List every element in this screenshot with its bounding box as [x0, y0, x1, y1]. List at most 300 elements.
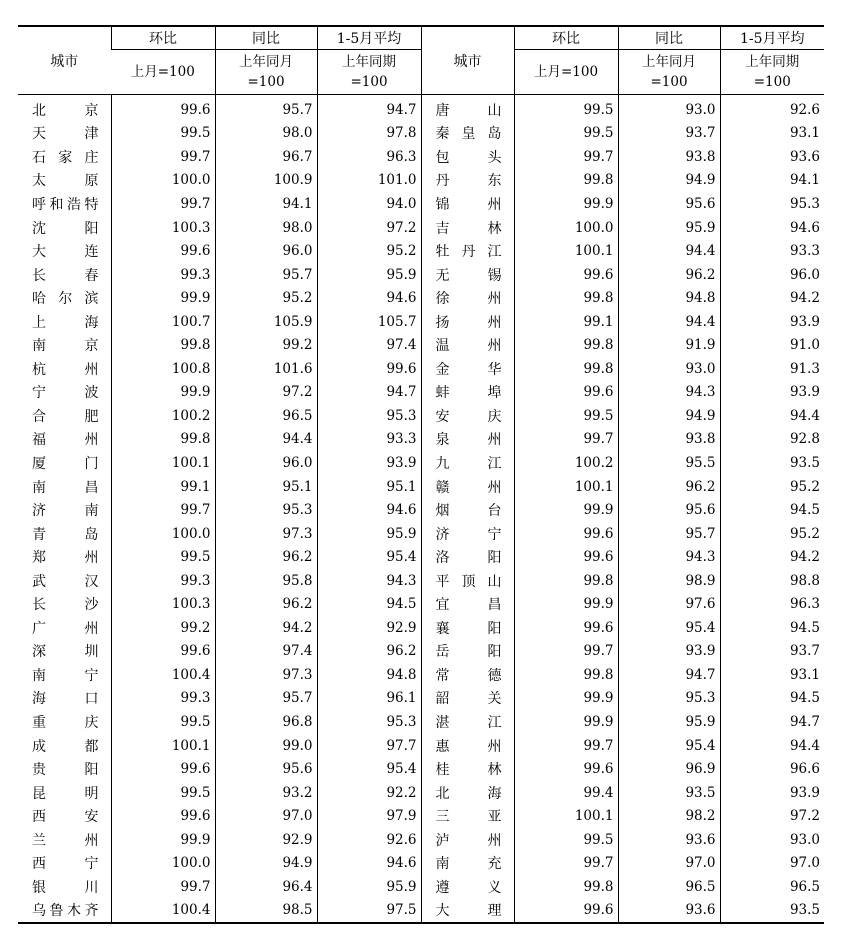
tb-value-cell-right: 96.2 [618, 263, 720, 287]
city-name-cell-right: 泉 州 [421, 428, 514, 452]
avg-value-cell-left: 94.6 [317, 498, 421, 522]
table-row [18, 687, 824, 711]
avg-value-cell-right: 94.5 [720, 687, 824, 711]
avg-value-cell-left: 95.3 [317, 404, 421, 428]
city-name-cell-left: 西 宁 [32, 856, 99, 873]
hb-value-cell-left: 99.3 [111, 687, 215, 711]
city-name-cell-right: 金 华 [421, 357, 514, 381]
city-name-cell-left: 乌鲁木齐 [32, 903, 99, 920]
city-name-cell-left: 南 宁 [32, 667, 99, 684]
table-row [18, 169, 824, 193]
hb-value-cell-left: 99.6 [111, 95, 215, 122]
hb-value-cell-right: 99.9 [514, 498, 618, 522]
city-name-cell-right: 徐 州 [421, 286, 514, 310]
hb-value-cell-right: 100.2 [514, 451, 618, 475]
city-name-cell-right: 温 州 [421, 333, 514, 357]
table-row [18, 569, 824, 593]
hb-value-cell-right: 99.6 [514, 381, 618, 405]
city-name-cell-right: 遵 义 [421, 875, 514, 899]
tb-value-cell-left: 96.2 [215, 592, 317, 616]
table-row [18, 804, 824, 828]
hb-value-cell-right: 100.1 [514, 239, 618, 263]
tb-value-cell-left: 97.3 [215, 522, 317, 546]
hb-value-cell-right: 100.0 [514, 216, 618, 240]
hb-value-cell-left: 100.4 [111, 899, 215, 924]
table-row [18, 757, 824, 781]
avg-value-cell-left: 96.3 [317, 145, 421, 169]
header-hb-base-left: 上月=100 [111, 50, 215, 95]
tb-value-cell-left: 95.3 [215, 498, 317, 522]
tb-value-cell-right: 93.8 [618, 145, 720, 169]
avg-value-cell-right: 94.5 [720, 616, 824, 640]
city-name-cell-left: 北 京 [32, 102, 99, 119]
tb-value-cell-left: 95.6 [215, 757, 317, 781]
hb-value-cell-right: 99.9 [514, 710, 618, 734]
tb-value-cell-left: 96.4 [215, 875, 317, 899]
table-row [18, 828, 824, 852]
tb-value-cell-left: 99.2 [215, 333, 317, 357]
avg-value-cell-left: 97.8 [317, 122, 421, 146]
hb-value-cell-left: 99.3 [111, 263, 215, 287]
hb-value-cell-left: 99.5 [111, 781, 215, 805]
table-row [18, 192, 824, 216]
city-name-cell-left: 杭 州 [32, 361, 99, 378]
table-row [18, 404, 824, 428]
table-row [18, 592, 824, 616]
city-name-cell-right: 赣 州 [421, 475, 514, 499]
city-name-cell-left: 昆 明 [32, 785, 99, 802]
header-avg-base-left: 上年同期 =100 [317, 50, 421, 95]
avg-value-cell-left: 96.1 [317, 687, 421, 711]
hb-value-cell-right: 99.8 [514, 333, 618, 357]
tb-value-cell-right: 95.3 [618, 687, 720, 711]
avg-value-cell-right: 95.3 [720, 192, 824, 216]
avg-value-cell-right: 93.9 [720, 781, 824, 805]
tb-value-cell-left: 95.8 [215, 569, 317, 593]
tb-value-cell-left: 95.7 [215, 95, 317, 122]
hb-value-cell-left: 99.1 [111, 475, 215, 499]
tb-value-cell-right: 95.9 [618, 216, 720, 240]
avg-value-cell-left: 105.7 [317, 310, 421, 334]
tb-value-cell-left: 95.7 [215, 263, 317, 287]
avg-value-cell-left: 94.6 [317, 852, 421, 876]
hb-value-cell-right: 99.7 [514, 640, 618, 664]
tb-value-cell-left: 97.2 [215, 381, 317, 405]
table-row [18, 263, 824, 287]
table-row [18, 498, 824, 522]
tb-value-cell-right: 98.9 [618, 569, 720, 593]
hb-value-cell-left: 99.9 [111, 381, 215, 405]
city-name-cell-right: 泸 州 [421, 828, 514, 852]
header-city-right: 城市 [421, 26, 514, 95]
city-name-cell-right: 惠 州 [421, 734, 514, 758]
avg-value-cell-left: 95.1 [317, 475, 421, 499]
hb-value-cell-left: 99.6 [111, 239, 215, 263]
city-name-cell-left: 深 圳 [32, 644, 99, 661]
tb-value-cell-right: 94.3 [618, 381, 720, 405]
avg-value-cell-left: 92.6 [317, 828, 421, 852]
tb-value-cell-right: 93.0 [618, 95, 720, 122]
hb-value-cell-right: 99.6 [514, 899, 618, 924]
hb-value-cell-right: 99.8 [514, 169, 618, 193]
avg-value-cell-left: 97.7 [317, 734, 421, 758]
city-name-cell-right: 平 顶 山 [421, 569, 514, 593]
avg-value-cell-left: 94.7 [317, 381, 421, 405]
city-name-cell-right: 唐 山 [421, 95, 514, 122]
tb-value-cell-right: 93.6 [618, 828, 720, 852]
city-name-cell-left: 厦 门 [32, 455, 99, 472]
hb-value-cell-right: 99.6 [514, 757, 618, 781]
avg-value-cell-left: 92.9 [317, 616, 421, 640]
avg-value-cell-left: 101.0 [317, 169, 421, 193]
avg-value-cell-right: 95.2 [720, 522, 824, 546]
avg-value-cell-left: 94.8 [317, 663, 421, 687]
hb-value-cell-right: 99.6 [514, 522, 618, 546]
tb-value-cell-right: 93.0 [618, 357, 720, 381]
hb-value-cell-left: 100.0 [111, 169, 215, 193]
avg-value-cell-left: 94.0 [317, 192, 421, 216]
city-name-cell-left: 济 南 [32, 503, 99, 520]
tb-value-cell-right: 95.7 [618, 522, 720, 546]
table-row [18, 428, 824, 452]
avg-value-cell-left: 95.2 [317, 239, 421, 263]
hb-value-cell-right: 99.8 [514, 357, 618, 381]
avg-value-cell-right: 97.0 [720, 852, 824, 876]
avg-value-cell-left: 97.5 [317, 899, 421, 924]
tb-value-cell-left: 97.0 [215, 804, 317, 828]
tb-value-cell-right: 94.7 [618, 663, 720, 687]
hb-value-cell-left: 99.5 [111, 122, 215, 146]
hb-value-cell-right: 99.8 [514, 875, 618, 899]
avg-value-cell-right: 94.4 [720, 404, 824, 428]
hb-value-cell-left: 99.6 [111, 640, 215, 664]
tb-value-cell-left: 105.9 [215, 310, 317, 334]
tb-value-cell-right: 93.6 [618, 899, 720, 924]
table-row [18, 640, 824, 664]
tb-value-cell-left: 97.4 [215, 640, 317, 664]
city-name-cell-right: 九 江 [421, 451, 514, 475]
avg-value-cell-right: 96.3 [720, 592, 824, 616]
table-row [18, 239, 824, 263]
tb-value-cell-left: 95.2 [215, 286, 317, 310]
hb-value-cell-left: 99.6 [111, 757, 215, 781]
avg-value-cell-right: 93.1 [720, 122, 824, 146]
city-name-cell-left: 太 原 [32, 173, 99, 190]
city-name-cell-right: 韶 关 [421, 687, 514, 711]
city-name-cell-right: 烟 台 [421, 498, 514, 522]
tb-value-cell-left: 94.4 [215, 428, 317, 452]
city-name-cell-right: 三 亚 [421, 804, 514, 828]
avg-value-cell-right: 93.5 [720, 899, 824, 924]
table-row [18, 216, 824, 240]
avg-value-cell-left: 95.9 [317, 522, 421, 546]
hb-value-cell-left: 99.2 [111, 616, 215, 640]
hb-value-cell-right: 99.5 [514, 122, 618, 146]
table-row [18, 451, 824, 475]
avg-value-cell-left: 94.6 [317, 286, 421, 310]
tb-value-cell-left: 96.5 [215, 404, 317, 428]
avg-value-cell-left: 97.9 [317, 804, 421, 828]
tb-value-cell-left: 95.7 [215, 687, 317, 711]
hb-value-cell-right: 100.1 [514, 475, 618, 499]
hb-value-cell-left: 99.9 [111, 286, 215, 310]
tb-value-cell-left: 96.8 [215, 710, 317, 734]
hb-value-cell-left: 99.9 [111, 828, 215, 852]
table-row [18, 899, 824, 924]
table-row [18, 122, 824, 146]
hb-value-cell-right: 99.4 [514, 781, 618, 805]
avg-value-cell-right: 96.0 [720, 263, 824, 287]
city-name-cell-right: 无 锡 [421, 263, 514, 287]
tb-value-cell-right: 95.4 [618, 734, 720, 758]
hb-value-cell-right: 99.6 [514, 263, 618, 287]
avg-value-cell-right: 94.4 [720, 734, 824, 758]
hb-value-cell-left: 100.3 [111, 592, 215, 616]
avg-value-cell-right: 94.2 [720, 286, 824, 310]
city-name-cell-left: 南 京 [32, 338, 99, 355]
hb-value-cell-right: 99.7 [514, 145, 618, 169]
hb-value-cell-left: 100.1 [111, 451, 215, 475]
tb-value-cell-left: 95.1 [215, 475, 317, 499]
city-name-cell-left: 合 肥 [32, 408, 99, 425]
table-row [18, 663, 824, 687]
avg-value-cell-left: 95.9 [317, 875, 421, 899]
avg-value-cell-right: 96.5 [720, 875, 824, 899]
tb-value-cell-left: 97.3 [215, 663, 317, 687]
tb-value-cell-left: 94.1 [215, 192, 317, 216]
city-name-cell-right: 蚌 埠 [421, 381, 514, 405]
tb-value-cell-left: 93.2 [215, 781, 317, 805]
hb-value-cell-right: 99.6 [514, 545, 618, 569]
avg-value-cell-left: 95.4 [317, 545, 421, 569]
tb-value-cell-left: 98.0 [215, 122, 317, 146]
header-avg-base-right: 上年同期 =100 [720, 50, 824, 95]
city-name-cell-left: 青 岛 [32, 526, 99, 543]
tb-value-cell-right: 94.9 [618, 404, 720, 428]
city-name-cell-left: 武 汉 [32, 573, 99, 590]
avg-value-cell-right: 93.1 [720, 663, 824, 687]
avg-value-cell-left: 94.7 [317, 95, 421, 122]
header-hb-right: 环比 [514, 26, 618, 50]
tb-value-cell-right: 93.8 [618, 428, 720, 452]
tb-value-cell-right: 94.8 [618, 286, 720, 310]
hb-value-cell-left: 99.5 [111, 710, 215, 734]
tb-value-cell-left: 98.0 [215, 216, 317, 240]
hb-value-cell-right: 99.5 [514, 95, 618, 122]
tb-value-cell-right: 95.4 [618, 616, 720, 640]
city-name-cell-left: 广 州 [32, 620, 99, 637]
city-name-cell-left: 长 春 [32, 267, 99, 284]
avg-value-cell-left: 94.3 [317, 569, 421, 593]
hb-value-cell-left: 100.3 [111, 216, 215, 240]
avg-value-cell-left: 97.4 [317, 333, 421, 357]
avg-value-cell-left: 95.4 [317, 757, 421, 781]
hb-value-cell-right: 99.1 [514, 310, 618, 334]
table-row [18, 781, 824, 805]
table-row [18, 145, 824, 169]
city-name-cell-left: 成 都 [32, 738, 99, 755]
avg-value-cell-right: 93.0 [720, 828, 824, 852]
city-name-cell-right: 锦 州 [421, 192, 514, 216]
avg-value-cell-right: 94.1 [720, 169, 824, 193]
avg-value-cell-right: 91.3 [720, 357, 824, 381]
hb-value-cell-left: 99.7 [111, 875, 215, 899]
table-row [18, 852, 824, 876]
header-avg-left: 1-5月平均 [317, 26, 421, 50]
table-row [18, 734, 824, 758]
hb-value-cell-right: 99.5 [514, 404, 618, 428]
hb-value-cell-left: 100.8 [111, 357, 215, 381]
header-tb-right: 同比 [618, 26, 720, 50]
table-row [18, 710, 824, 734]
city-name-cell-left: 郑 州 [32, 550, 99, 567]
avg-value-cell-right: 94.2 [720, 545, 824, 569]
table-row [18, 357, 824, 381]
city-name-cell-left: 海 口 [32, 691, 99, 708]
city-name-cell-left: 天 津 [32, 126, 99, 143]
table-row [18, 381, 824, 405]
city-name-cell-right: 南 充 [421, 852, 514, 876]
hb-value-cell-right: 99.6 [514, 616, 618, 640]
table-body [18, 95, 824, 924]
avg-value-cell-left: 99.6 [317, 357, 421, 381]
tb-value-cell-left: 96.0 [215, 451, 317, 475]
avg-value-cell-right: 94.7 [720, 710, 824, 734]
header-avg-right: 1-5月平均 [720, 26, 824, 50]
city-name-cell-right: 宜 昌 [421, 592, 514, 616]
avg-value-cell-left: 92.2 [317, 781, 421, 805]
tb-value-cell-right: 93.7 [618, 122, 720, 146]
avg-value-cell-right: 92.8 [720, 428, 824, 452]
price-index-table [18, 25, 824, 924]
tb-value-cell-left: 100.9 [215, 169, 317, 193]
tb-value-cell-right: 98.2 [618, 804, 720, 828]
avg-value-cell-left: 94.5 [317, 592, 421, 616]
tb-value-cell-left: 94.2 [215, 616, 317, 640]
city-name-cell-right: 包 头 [421, 145, 514, 169]
city-name-cell-left: 兰 州 [32, 832, 99, 849]
avg-value-cell-right: 93.7 [720, 640, 824, 664]
city-name-cell-left: 宁 波 [32, 385, 99, 402]
avg-value-cell-right: 93.5 [720, 451, 824, 475]
table-row [18, 545, 824, 569]
table-row [18, 875, 824, 899]
header-tb-left: 同比 [215, 26, 317, 50]
city-name-cell-left: 呼和浩特 [32, 196, 99, 213]
hb-value-cell-left: 100.1 [111, 734, 215, 758]
tb-value-cell-right: 95.5 [618, 451, 720, 475]
city-name-cell-left: 长 沙 [32, 597, 99, 614]
hb-value-cell-left: 99.5 [111, 545, 215, 569]
hb-value-cell-left: 100.4 [111, 663, 215, 687]
tb-value-cell-left: 96.7 [215, 145, 317, 169]
city-name-cell-left: 贵 阳 [32, 762, 99, 779]
header-tb-base-left: 上年同月 =100 [215, 50, 317, 95]
hb-value-cell-right: 99.7 [514, 734, 618, 758]
avg-value-cell-right: 96.6 [720, 757, 824, 781]
hb-value-cell-right: 99.8 [514, 663, 618, 687]
avg-value-cell-right: 93.3 [720, 239, 824, 263]
hb-value-cell-left: 99.3 [111, 569, 215, 593]
city-name-cell-right: 大 理 [421, 899, 514, 924]
city-name-cell-right: 桂 林 [421, 757, 514, 781]
tb-value-cell-right: 96.5 [618, 875, 720, 899]
table-header [18, 26, 824, 95]
city-name-cell-left: 银 川 [32, 879, 99, 896]
avg-value-cell-left: 95.3 [317, 710, 421, 734]
tb-value-cell-right: 94.3 [618, 545, 720, 569]
tb-value-cell-right: 94.9 [618, 169, 720, 193]
header-city-left: 城市 [18, 26, 111, 95]
city-name-cell-left: 福 州 [32, 432, 99, 449]
hb-value-cell-left: 99.7 [111, 498, 215, 522]
tb-value-cell-right: 95.6 [618, 498, 720, 522]
tb-value-cell-left: 98.5 [215, 899, 317, 924]
hb-value-cell-left: 99.8 [111, 428, 215, 452]
city-name-cell-left: 大 连 [32, 244, 99, 261]
tb-value-cell-left: 101.6 [215, 357, 317, 381]
avg-value-cell-right: 91.0 [720, 333, 824, 357]
tb-value-cell-right: 94.4 [618, 310, 720, 334]
avg-value-cell-left: 96.2 [317, 640, 421, 664]
city-name-cell-right: 襄 阳 [421, 616, 514, 640]
avg-value-cell-right: 93.6 [720, 145, 824, 169]
tb-value-cell-left: 96.2 [215, 545, 317, 569]
city-name-cell-left: 上 海 [32, 314, 99, 331]
city-name-cell-left: 沈 阳 [32, 220, 99, 237]
avg-value-cell-right: 98.8 [720, 569, 824, 593]
city-name-cell-left: 石 家 庄 [32, 149, 99, 166]
hb-value-cell-right: 100.1 [514, 804, 618, 828]
table-row [18, 522, 824, 546]
avg-value-cell-right: 97.2 [720, 804, 824, 828]
hb-value-cell-left: 100.0 [111, 522, 215, 546]
avg-value-cell-right: 94.6 [720, 216, 824, 240]
city-name-cell-right: 扬 州 [421, 310, 514, 334]
tb-value-cell-right: 95.9 [618, 710, 720, 734]
city-name-cell-right: 丹 东 [421, 169, 514, 193]
tb-value-cell-left: 94.9 [215, 852, 317, 876]
tb-value-cell-right: 97.0 [618, 852, 720, 876]
avg-value-cell-right: 95.2 [720, 475, 824, 499]
hb-value-cell-left: 99.7 [111, 192, 215, 216]
header-hb-left: 环比 [111, 26, 215, 50]
hb-value-cell-left: 100.2 [111, 404, 215, 428]
table-row [18, 95, 824, 122]
avg-value-cell-right: 94.5 [720, 498, 824, 522]
city-name-cell-left: 南 昌 [32, 479, 99, 496]
table-row [18, 616, 824, 640]
hb-value-cell-left: 100.0 [111, 852, 215, 876]
tb-value-cell-right: 96.9 [618, 757, 720, 781]
table-row [18, 475, 824, 499]
tb-value-cell-left: 92.9 [215, 828, 317, 852]
city-name-cell-right: 岳 阳 [421, 640, 514, 664]
city-name-cell-left: 西 安 [32, 809, 99, 826]
city-name-cell-left: 重 庆 [32, 714, 99, 731]
hb-value-cell-right: 99.8 [514, 286, 618, 310]
avg-value-cell-left: 93.9 [317, 451, 421, 475]
hb-value-cell-right: 99.8 [514, 569, 618, 593]
avg-value-cell-left: 95.9 [317, 263, 421, 287]
hb-value-cell-right: 99.9 [514, 592, 618, 616]
tb-value-cell-left: 99.0 [215, 734, 317, 758]
tb-value-cell-right: 94.4 [618, 239, 720, 263]
hb-value-cell-right: 99.9 [514, 192, 618, 216]
city-name-cell-right: 湛 江 [421, 710, 514, 734]
table-row [18, 286, 824, 310]
city-name-cell-right: 常 德 [421, 663, 514, 687]
